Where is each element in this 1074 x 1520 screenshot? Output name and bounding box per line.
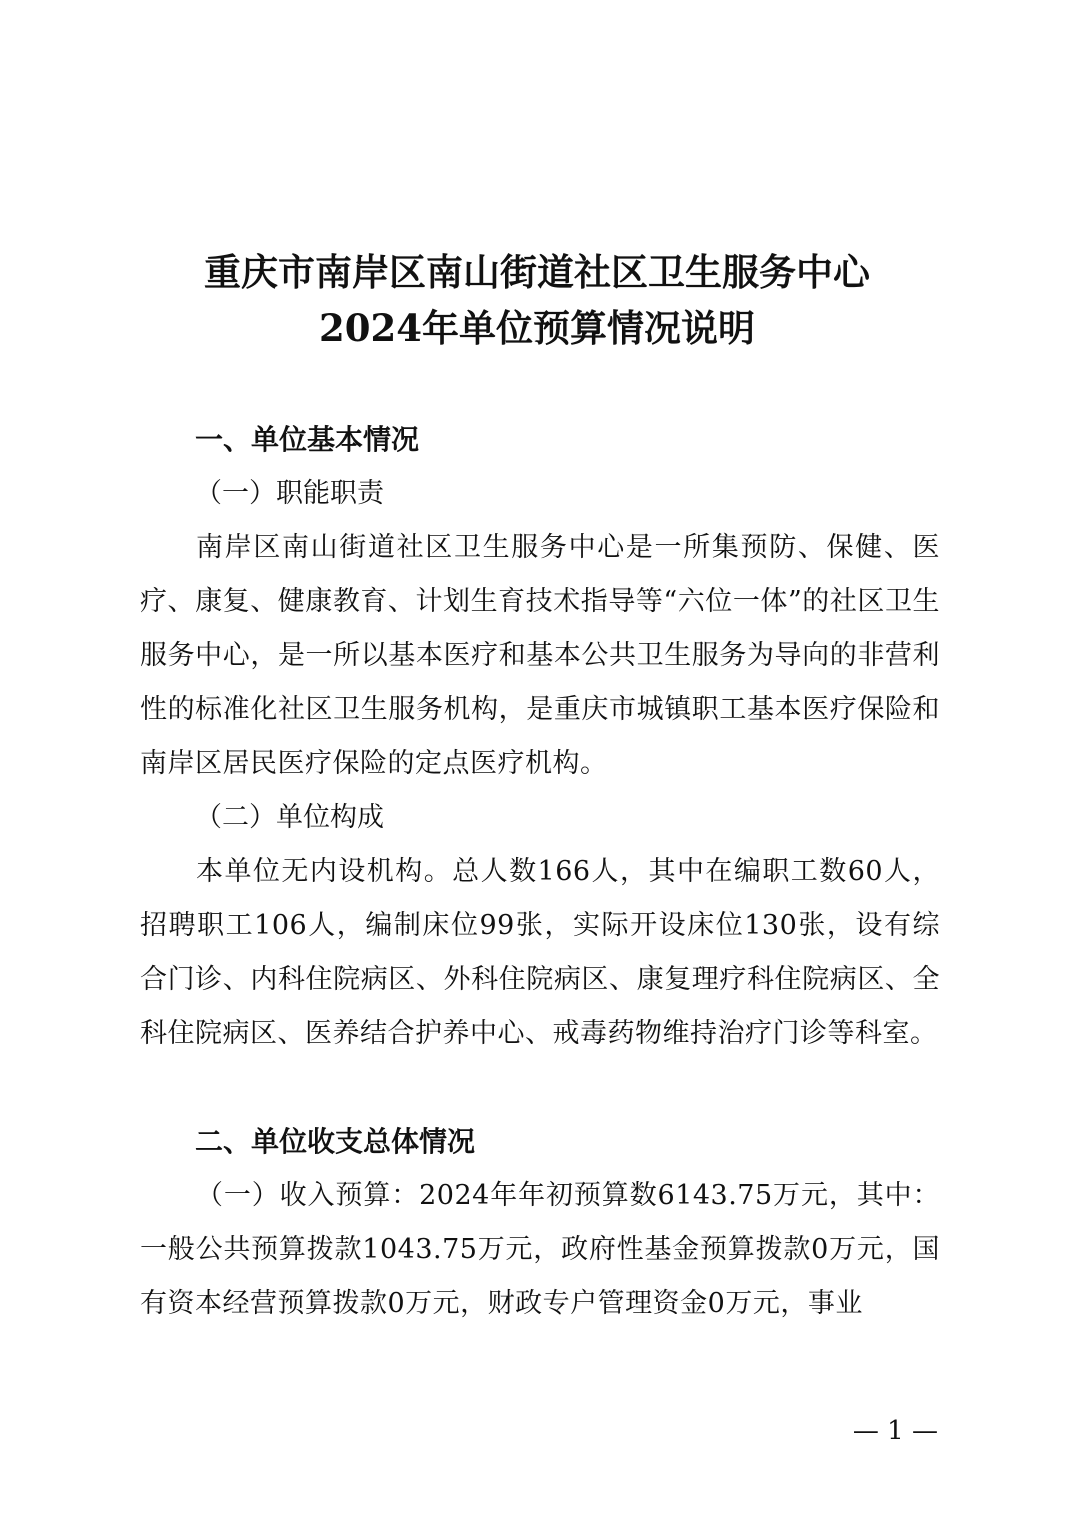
section1-sub1-paragraph: 南岸区南山街道社区卫生服务中心是一所集预防、保健、医疗、康复、健康教育、计划生育技术指导等“六位一体”的社区卫生服务中心，是一所以基本医疗和基本公共卫生服务为导向的非营利性的标准化社区卫生服务机构，是重庆市城镇职工基本医疗保险和南岸区居民医疗保险的定点医疗机构。 <box>140 532 940 779</box>
document-title-line2: 2024年单位预算情况说明 <box>319 306 755 350</box>
page-number: — 1 — <box>852 1416 938 1446</box>
section1-heading: 一、单位基本情况 <box>195 423 420 456</box>
section2-heading: 二、单位收支总体情况 <box>195 1125 476 1158</box>
section1-sub2-paragraph: 本单位无内设机构。总人数166人，其中在编职工数60人，招聘职工106人，编制床位99张，实际开设床位130张，设有综合门诊、内科住院病区、外科住院病区、康复理疗科住院病区、全科住院病区、医养结合护养中心、戒毒药物维持治疗门诊等科室。 <box>140 856 940 1049</box>
section1-sub2-heading: （二）单位构成 <box>195 802 384 833</box>
section1-sub1-heading: （一）职能职责 <box>195 478 384 509</box>
section2-sub1-paragraph: （一）收入预算：2024年年初预算数6143.75万元，其中：一般公共预算拨款1043.75万元，政府性基金预算拨款0万元，国有资本经营预算拨款0万元，财政专户管理资金0万元，事业 <box>140 1180 940 1319</box>
document-title-line1: 重庆市南岸区南山街道社区卫生服务中心 <box>204 250 870 294</box>
